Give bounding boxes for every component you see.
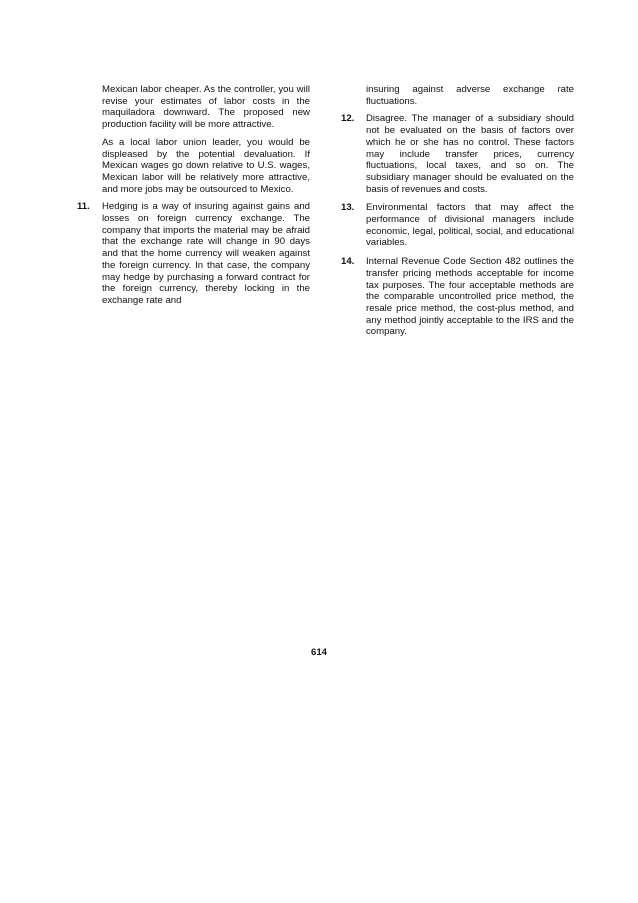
answer-item-12: [341, 113, 574, 195]
left-column: [77, 84, 310, 314]
continued-paragraph: insuring against adverse exchange rate fluctuations.: [366, 84, 574, 107]
answer-item-13: [341, 202, 574, 249]
page-number: 614: [310, 647, 327, 658]
item-text: Internal Revenue Code Section 482 outlines the transfer pricing methods acceptable for income tax purposes. The four acceptable methods are the comparable uncontrolled price method, the resale price method, the cost-plus method, and any method jointly acceptable to the IRS and the company.: [366, 256, 574, 338]
answer-item-11: [77, 201, 310, 306]
item-number: 13.: [341, 202, 355, 214]
right-column: [341, 84, 574, 345]
answer-item-14: [341, 256, 574, 338]
item-number: 12.: [341, 113, 355, 125]
item-number: 14.: [341, 256, 355, 268]
item-text: Environmental factors that may affect the performance of divisional managers include economic, legal, political, social, and educational variables.: [366, 202, 574, 249]
item-number: 11.: [77, 201, 90, 213]
item-text: Disagree. The manager of a subsidiary should not be evaluated on the basis of factors over which he or she has no control. These factors may include transfer prices, currency fluctuations, local taxes, and so on. The subsidiary manager should be evaluated on the basis of revenues and costs.: [366, 113, 574, 195]
union-leader-paragraph: As a local labor union leader, you would be displeased by the potential devaluation. If Mexican wages go down relative to U.S. wages, Mexican labor will be relatively more attractive, and more jobs may be outsourced to Mexico.: [102, 136, 310, 195]
continued-paragraph: Mexican labor cheaper. As the controller, you will revise your estimates of labor costs in the maquiladora downward. The proposed new production facility will be more attractive.: [102, 84, 310, 131]
item-text: Hedging is a way of insuring against gains and losses on foreign currency exchange. The company that imports the material may be afraid that the exchange rate will change in 90 days and that the home currency will weaken against the foreign currency. In that case, the company may hedge by purchasing a forward contract for the foreign currency, thereby locking in the exchange rate and: [102, 201, 310, 306]
